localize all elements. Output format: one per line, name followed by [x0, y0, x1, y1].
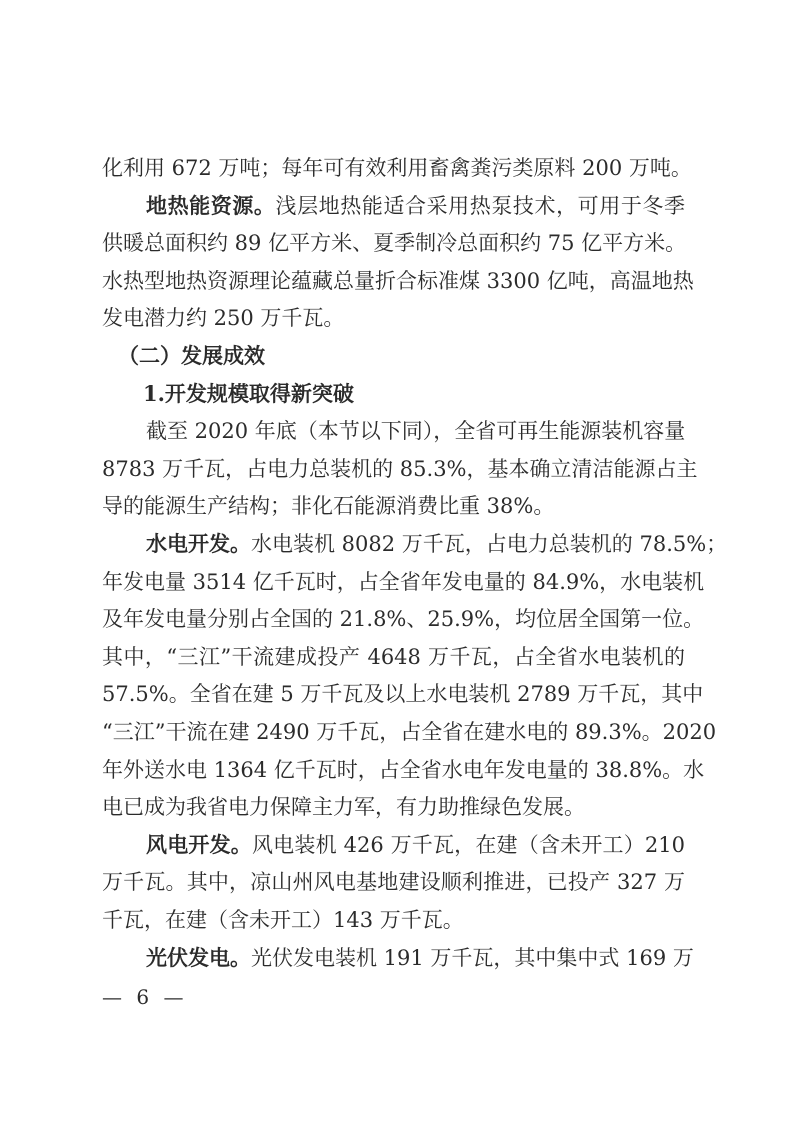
paragraph-lead: 地热能资源。 — [146, 192, 276, 218]
line-text: 水热型地热资源理论蕴藏总量折合标准煤 3300 亿吨，高温地热 — [102, 268, 694, 293]
line-text: 供暖总面积约 89 亿平方米、夏季制冷总面积约 75 亿平方米。 — [102, 231, 687, 256]
line-text: 光伏发电装机 191 万千瓦，其中集中式 169 万 — [251, 945, 694, 970]
text-line — [102, 756, 705, 784]
subsection-heading — [143, 380, 726, 408]
text-line — [102, 229, 685, 257]
text-line — [102, 154, 692, 182]
line-text: 风电装机 426 万千瓦，在建（含未开工）210 — [251, 832, 686, 857]
text-line — [146, 417, 685, 445]
line-text: 发电潜力约 250 万千瓦。 — [102, 306, 345, 331]
text-line — [102, 304, 685, 332]
text-line — [102, 492, 685, 520]
text-line — [102, 455, 698, 483]
line-text: “三江”干流在建 2490 万千瓦，占全省在建水电的 89.3%。2020 — [102, 720, 717, 744]
section-heading — [118, 342, 701, 370]
paragraph-lead: 水电开发。 — [146, 531, 251, 556]
text-line — [146, 831, 685, 859]
paragraph-lead: 风电开发。 — [146, 831, 252, 857]
line-text: 1.开发规模取得新突破 — [143, 380, 354, 406]
text-line — [102, 680, 704, 708]
text-line — [102, 267, 694, 295]
line-text: 万千瓦。其中，凉山州风电基地建设顺利推进，已投产 327 万 — [102, 870, 685, 895]
line-text: （二）发展成效 — [118, 343, 265, 368]
line-text: 8783 万千瓦，占电力总装机的 85.3%，基本确立清洁能源占主 — [102, 456, 698, 481]
page-number: — 6 — — [102, 985, 188, 1009]
line-text: 导的能源生产结构；非化石能源消费比重 38%。 — [102, 494, 555, 519]
text-line — [146, 530, 728, 558]
text-line — [102, 868, 685, 896]
text-line — [146, 192, 685, 220]
text-line — [102, 605, 705, 633]
text-line — [102, 718, 717, 746]
line-text: 千瓦，在建（含未开工）143 万千瓦。 — [102, 908, 464, 932]
text-line — [102, 568, 705, 596]
paragraph-lead: 光伏发电。 — [146, 944, 251, 970]
text-line — [102, 906, 685, 934]
line-text: 年外送水电 1364 亿千瓦时，占全省水电年发电量的 38.8%。水 — [102, 757, 705, 782]
line-text: 年发电量 3514 亿千瓦时，占全省年发电量的 84.9%，水电装机 — [102, 569, 705, 594]
text-line — [146, 944, 694, 972]
line-text: 57.5%。全省在建 5 万千瓦及以上水电装机 2789 万千瓦，其中 — [102, 682, 704, 707]
line-text: 浅层地热能适合采用热泵技术，可用于冬季 — [275, 193, 685, 218]
line-text: 水电装机 8082 万千瓦，占电力总装机的 78.5%； — [251, 532, 728, 556]
line-text: 电已成为我省电力保障主力军，有力助推绿色发展。 — [102, 795, 585, 820]
text-line — [102, 793, 685, 821]
line-text: 截至 2020 年底（本节以下同），全省可再生能源装机容量 — [146, 419, 686, 444]
line-text: 化利用 672 万吨；每年可有效利用畜禽粪污类原料 200 万吨。 — [102, 156, 692, 180]
text-line — [102, 643, 685, 671]
line-text: 及年发电量分别占全国的 21.8%、25.9%，均位居全国第一位。 — [102, 607, 705, 632]
line-text: 其中，“三江”干流建成投产 4648 万千瓦，占全省水电装机的 — [102, 644, 685, 669]
